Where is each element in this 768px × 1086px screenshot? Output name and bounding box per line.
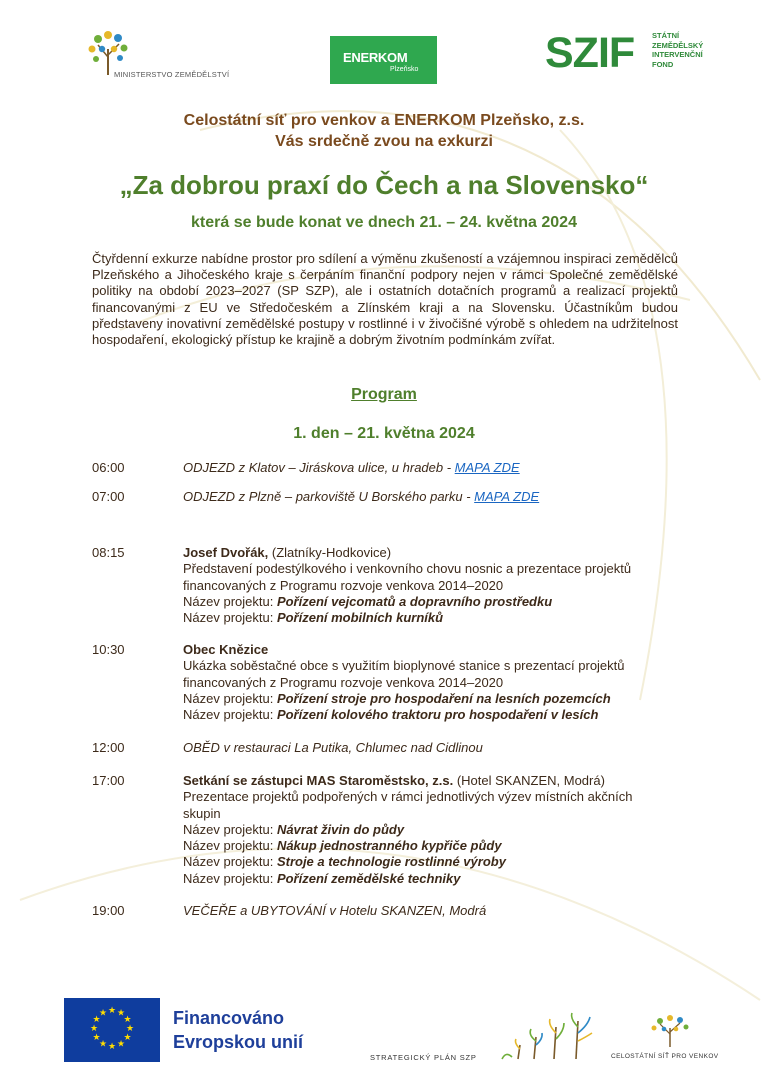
invitation-heading: Vás srdečně zvou na exkurzi [275, 133, 493, 150]
schedule-time: 06:00 [92, 460, 125, 475]
svg-text:★: ★ [98, 1039, 108, 1050]
szp-plants-icon [498, 1011, 598, 1061]
excursion-date: která se bude konat ve dnech 21. – 24. května 2024 [191, 214, 577, 231]
svg-text:★: ★ [116, 1008, 126, 1019]
schedule-time: 10:30 [92, 642, 125, 657]
schedule-item-dvorak: Josef Dvořák, (Zlatníky-Hodkovice) Představení podestýlkového i venkovního chovu nosnic a prezentace projektů financovaných z Programu rozvoje venkova 2014–2020 Název projektu: Pořízení vejcomatů a dopravního prostředku Název projektu: Pořízení mobilních kurníků [183, 545, 632, 626]
szif-fullname: STÁTNÍ ZEMĚDĚLSKÝ INTERVENČNÍ FOND [652, 31, 704, 69]
schedule-item-mas: Setkání se zástupci MAS Staroměstsko, z.s. (Hotel SKANZEN, Modrá) Prezentace projektů podpořených v rámci jednotlivých výzev místních akčních skupin Název projektu: Návrat živin do půdy Název projektu: Nákup jednostranného kypřiče půdy Název projektu: Stroje a technologie rostlinné výroby Název projektu: Pořízení zemědělské techniky [183, 773, 633, 886]
intro-paragraph: Čtyřdenní exkurze nabídne prostor pro sdílení a výměnu zkušeností a vzájemnou inspiraci zemědělců Plzeňského a Jihočeského kraje s čerpáním finanční podpory nejen v rámci Společné zemědělské politiky na období 2023–2027 (SP SZP), ale i ostatních dotačních programů a realizací projektů financovanými z EU ve Středočeském a Zlínském kraji a na Slovensku. Účastníkům budou představeny inovativní zemědělské postupy v rostlinné i v živočišné výrobě s ohledem na udržitelnost hospodaření, ekologický přístup ke krajině a dobrým životním podmínkám zvířat. [92, 251, 678, 348]
ministry-logo [86, 27, 230, 87]
schedule-item-lunch: OBĚD v restauraci La Putika, Chlumec nad Cidlinou [183, 740, 483, 755]
svg-text:★: ★ [123, 1015, 132, 1025]
svg-text:★: ★ [116, 1039, 126, 1050]
svg-text:★: ★ [98, 1008, 108, 1019]
svg-text:★: ★ [92, 1033, 101, 1043]
enerkom-logo [330, 36, 437, 84]
ministry-name: MINISTERSTVO ZEMĚDĚLSTVÍ [114, 70, 230, 79]
szif-acronym: SZIF [545, 29, 635, 77]
day-heading: 1. den – 21. května 2024 [293, 425, 475, 442]
schedule-time: 08:15 [92, 545, 125, 560]
schedule-time: 12:00 [92, 740, 125, 755]
svg-text:★: ★ [125, 1024, 135, 1034]
schedule-item-dinner: VEČEŘE a UBYTOVÁNÍ v Hotelu SKANZEN, Modrá [183, 903, 487, 918]
enerkom-name: ENERKOM [343, 50, 408, 65]
schedule-item-departure-plzen: ODJEZD z Plzně – parkoviště U Borského parku - MAPA ZDE [183, 489, 540, 504]
svg-text:★: ★ [107, 1042, 117, 1052]
schedule-time: 17:00 [92, 773, 125, 788]
eu-flag-icon [64, 998, 160, 1062]
schedule-item-departure-klatovy: ODJEZD z Klatov – Jiráskova ulice, u hradeb - MAPA ZDE [183, 460, 520, 475]
eu-funding-text: Financováno Evropskou unií [173, 1008, 304, 1052]
szif-logo [545, 30, 715, 80]
schedule-time: 19:00 [92, 903, 125, 918]
svg-text:★: ★ [107, 1006, 117, 1016]
svg-text:★: ★ [92, 1015, 101, 1025]
organizer-heading: Celostátní síť pro venkov a ENERKOM Plzeňsko, z.s. [183, 112, 585, 129]
schedule-item-knezice: Obec Knězice Ukázka soběstačné obce s využitím bioplynové stanice s prezentací projektů financovaných z Programu rozvoje venkova 2014–2020 Název projektu: Pořízení stroje pro hospodaření na lesních pozemcích Název projektu: Pořízení kolového traktoru pro hospodaření v lesích [183, 642, 625, 723]
map-link[interactable]: MAPA ZDE [454, 460, 520, 475]
svg-text:★: ★ [123, 1033, 132, 1043]
excursion-title: „Za dobrou praxí do Čech a na Slovensko“ [119, 170, 649, 200]
map-link[interactable]: MAPA ZDE [474, 489, 540, 504]
szp-label: STRATEGICKÝ PLÁN SZP [370, 1053, 477, 1062]
svg-text:★: ★ [89, 1024, 99, 1034]
csv-label: CELOSTÁTNÍ SÍŤ PRO VENKOV [611, 1053, 719, 1060]
enerkom-region: Plzeňsko [390, 66, 419, 73]
schedule-time: 07:00 [92, 489, 125, 504]
program-heading: Program [351, 386, 417, 403]
csv-tree-icon [640, 1012, 700, 1048]
